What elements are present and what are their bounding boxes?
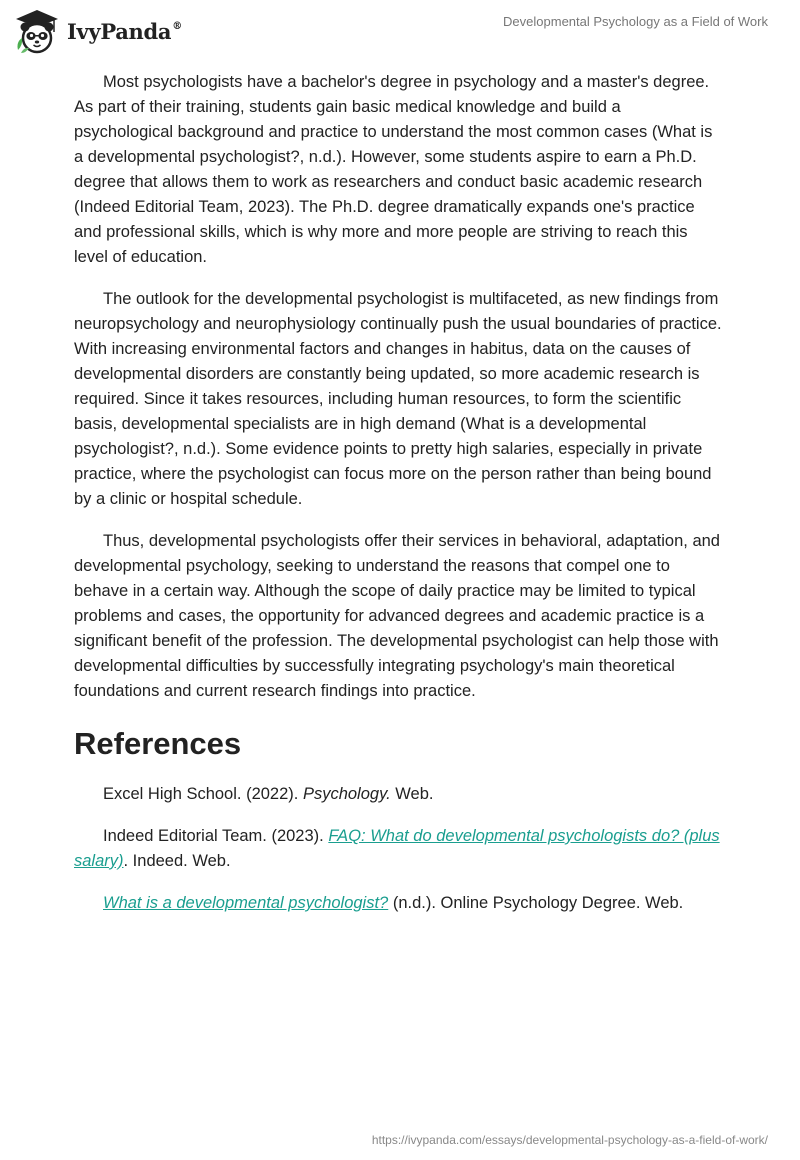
paragraph-2: The outlook for the developmental psychologist is multifaceted, as new findings from neuropsychology and neurophysiology continually push the usual boundaries of practice. With increasing environmental factors and changes in habitus, data on the causes of developmental disorders are constantly being updated, so more academic research is required. Since it takes resources, including human resources, to form the scientific basis, developmental specialists are in high demand (What is a developmental psychologist?, n.d.). Some evidence points to pretty high salaries, especially in private practice, where the psychologist can focus more on the person rather than being bound by a clinic or hospital schedule. [74, 290, 722, 508]
reference-title: Psychology. [302, 785, 391, 803]
logo-text: IvyPanda® [67, 18, 182, 44]
panda-logo-icon [14, 8, 60, 54]
reference-link-what-is[interactable]: What is a developmental psychologist? [103, 894, 389, 912]
document-title: Developmental Psychology as a Field of Work [503, 14, 768, 29]
paragraph-1: Most psychologists have a bachelor's degree in psychology and a master's degree. As part of their training, students gain basic medical knowledge and build a psychological background and practice to understand the most common cases (What is a developmental psychologist?, n.d.). However, some students aspire to earn a Ph.D. degree that allows them to work as researchers and conduct basic academic research (Indeed Editorial Team, 2023). The Ph.D. degree dramatically expands one's practice and professional skills, which is why more and more people are striving to reach this level of education. [74, 73, 713, 266]
references-heading: References [74, 726, 242, 761]
page-header [0, 0, 800, 60]
ivypanda-logo[interactable] [14, 8, 182, 54]
essay-content [74, 70, 724, 933]
reference-online-psychology-degree: What is a developmental psychologist? (n.d.). Online Psychology Degree. Web. [103, 894, 684, 912]
reference-excel-high-school: Excel High School. (2022). Psychology. Web. [103, 785, 434, 803]
reference-link-faq[interactable]: FAQ: What do developmental psychologists do? (plus salary) [74, 827, 720, 870]
footer-url[interactable]: https://ivypanda.com/essays/developmental-psychology-as-a-field-of-work/ [371, 1133, 768, 1147]
paragraph-3: Thus, developmental psychologists offer their services in behavioral, adaptation, and developmental psychology, seeking to understand the reasons that compel one to behave in a certain way. Although the scope of daily practice may be limited to typical problems and cases, the opportunity for advanced degrees and academic practice is a significant benefit of the profession. The developmental psychologist can help those with developmental difficulties by successfully integrating psychology's main theoretical foundations and current research findings into practice. [74, 532, 720, 700]
reference-indeed: Indeed Editorial Team. (2023). FAQ: What do developmental psychologists do? (plus salary). Indeed. Web. [74, 827, 720, 870]
